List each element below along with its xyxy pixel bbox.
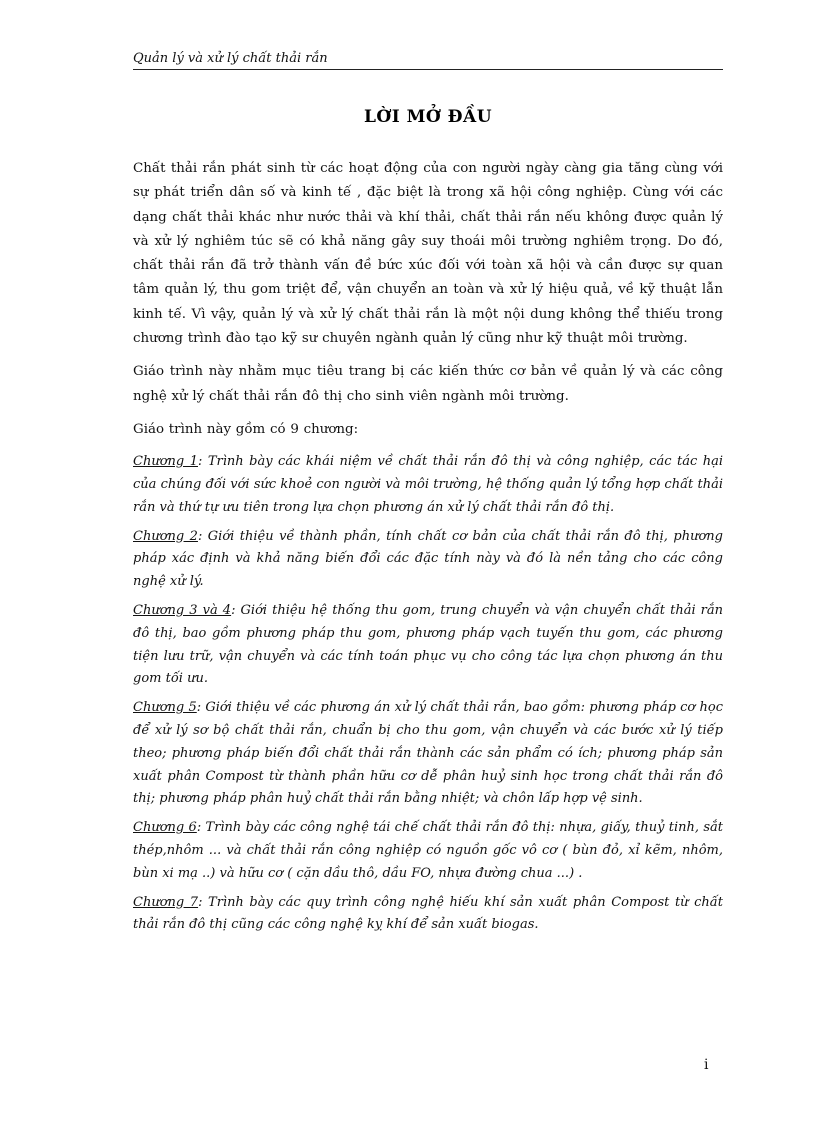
- chapter-description: : Trình bày các quy trình công nghệ hiếu khí sản xuất phân Compost từ chất thải rắn đô thị cũng các công nghệ kỵ khí để sản xuất biogas.: [133, 894, 723, 933]
- chapter-label: Chương 7: [133, 894, 199, 910]
- chapter-label: Chương 5: [133, 700, 197, 716]
- chapter-description: : Trình bày các khái niệm về chất thải rắn đô thị và công nghiệp, các tác hại của chúng đối với sức khoẻ con người và môi trường, hệ thống quản lý tổng hợp chất thải rắn và thứ tự ưu tiên trong lựa chọn phương án xử lý chất thải rắn đô thị.: [133, 454, 723, 515]
- chapter-list: [133, 451, 723, 937]
- intro-paragraph: Giáo trình này nhằm mục tiêu trang bị các kiến thức cơ bản về quản lý và các công nghệ xử lý chất thải rắn đô thị cho sinh viên ngành môi trường.: [133, 364, 723, 404]
- chapter-description: : Giới thiệu về các phương án xử lý chất thải rắn, bao gồm: phương pháp cơ học để xử lý sơ bộ chất thải rắn, chuẩn bị cho thu gom, vận chuyển và các bước xử lý tiếp theo; phương pháp biến đổi chất thải rắn thành các sản phẩm có ích; phương pháp sản xuất phân Compost từ thành phần hữu cơ dễ phân huỷ sinh học trong chất thải rắn đô thị; phương pháp phân huỷ chất thải rắn bằng nhiệt; và chôn lấp hợp vệ sinh.: [133, 700, 723, 807]
- chapter-count-line: Giáo trình này gồm có 9 chương:: [133, 421, 359, 437]
- intro-paragraph: Chất thải rắn phát sinh từ các hoạt động của con người ngày càng gia tăng cùng với sự phát triển dân số và kinh tế , đặc biệt là trong xã hội công nghiệp. Cùng với các dạng chất thải khác như nước thải và khí thải, chất thải rắn nếu không được quản lý và xử lý nghiêm túc sẽ có khả năng gây suy thoái môi trường nghiêm trọng. Do đó, chất thải rắn đã trở thành vấn đề bức xúc đối với toàn xã hội và cần được sự quan tâm quản lý, thu gom triệt để, vận chuyển an toàn và xử lý hiệu quả, về kỹ thuật lẫn kinh tế. Vì vậy, quản lý và xử lý chất thải rắn là một nội dung không thể thiếu trong chương trình đào tạo kỹ sư chuyên ngành quản lý cũng như kỹ thuật môi trường.: [133, 161, 723, 347]
- running-header: Quản lý và xử lý chất thải rắn: [133, 50, 723, 70]
- chapter-label: Chương 6: [133, 820, 197, 836]
- body-text: [133, 157, 723, 943]
- chapter-item: [133, 817, 723, 885]
- chapter-item: [133, 526, 723, 594]
- chapter-description: : Giới thiệu về thành phần, tính chất cơ bản của chất thải rắn đô thị, phương pháp xác định và khả năng biến đổi các đặc tính này và đó là nền tảng cho các công nghệ xử lý.: [133, 528, 723, 590]
- chapter-description: : Trình bày các công nghệ tái chế chất thải rắn đô thị: nhựa, giấy, thuỷ tinh, sắt thép,nhôm ... và chất thải rắn công nghiệp có nguồn gốc vô cơ ( bùn đỏ, xỉ kẽm, nhôm, bùn xi mạ ..) và hữu cơ ( cặn dầu thô, dầu FO, nhựa đường chua ...) .: [133, 820, 723, 881]
- chapter-item: [133, 600, 723, 691]
- chapter-label: Chương 1: [133, 454, 198, 470]
- chapter-item: [133, 892, 723, 938]
- page-number: i: [704, 1057, 709, 1073]
- chapter-item: [133, 451, 723, 519]
- page-title: LỜI MỞ ĐẦU: [363, 107, 493, 127]
- chapter-item: [133, 697, 723, 811]
- chapter-description: : Giới thiệu hệ thống thu gom, trung chuyển và vận chuyển chất thải rắn đô thị, bao gồm phương pháp thu gom, phương pháp vạch tuyến thu gom, các phương tiện lưu trữ, vận chuyển và các tính toán phục vụ cho công tác lựa chọn phương án thu gom tối ưu.: [133, 603, 724, 687]
- chapter-label: Chương 3 và 4: [133, 603, 232, 619]
- chapter-label: Chương 2: [133, 528, 198, 544]
